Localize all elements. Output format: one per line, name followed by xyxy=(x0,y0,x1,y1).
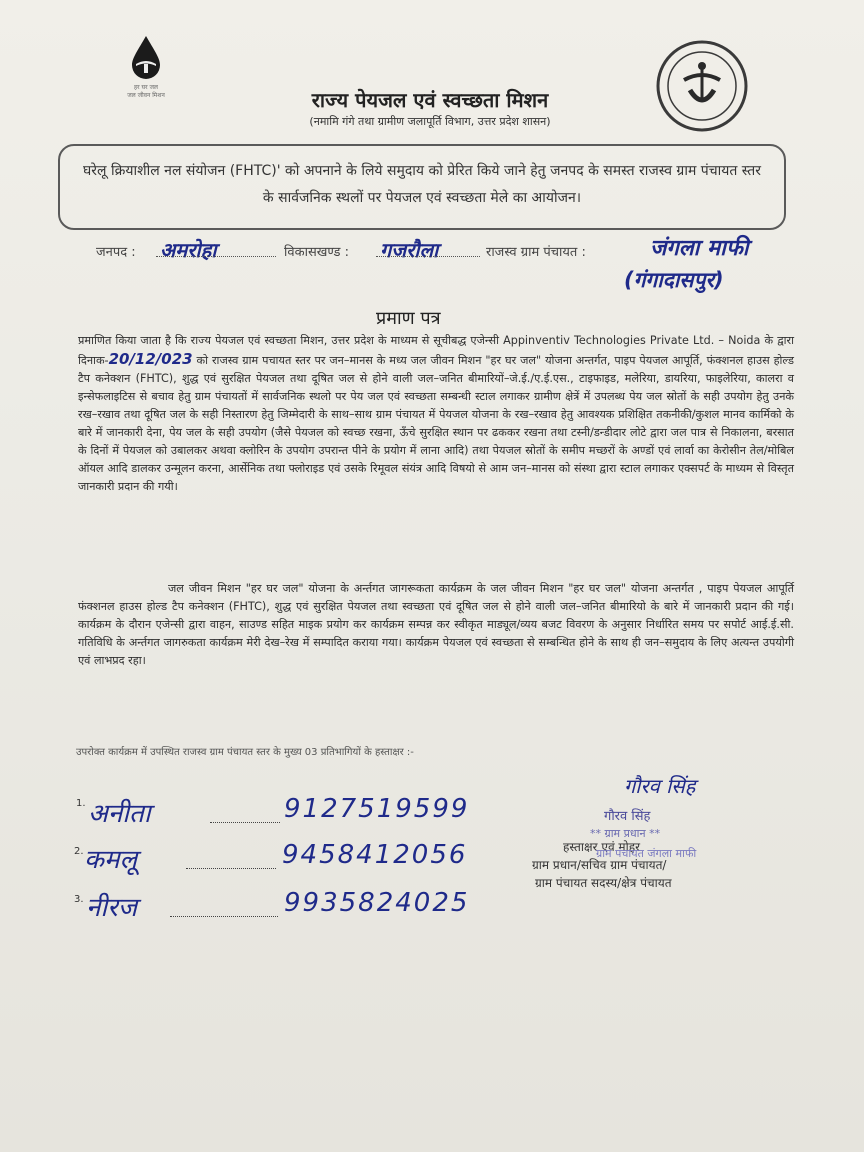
pradhan-name: गौरव सिंह xyxy=(604,809,651,824)
participant-name-3: नीरज xyxy=(86,893,138,923)
signatory-designation-1: ग्राम प्रधान/सचिव ग्राम पंचायत/ xyxy=(532,858,667,872)
signature-label: हस्ताक्षर एवं मोहर xyxy=(563,840,641,854)
participant-bullet-3: 3. xyxy=(74,894,84,905)
participant-line-1 xyxy=(210,822,280,823)
stamp-place: ग्राम पंचायत जंगला माफी xyxy=(596,847,697,860)
water-drop-icon xyxy=(128,34,164,80)
up-government-seal-icon xyxy=(656,40,748,132)
event-date: 20/12/023 xyxy=(108,350,193,368)
pradhan-signature: गौरव सिंह xyxy=(624,774,696,798)
janpad-value: अमरोहा xyxy=(160,238,217,262)
certificate-paragraph-1 xyxy=(78,332,794,496)
participant-phone-1: 9127519599 xyxy=(284,794,470,824)
vikaskhand-label: विकासखण्ड : xyxy=(284,245,350,260)
participant-name-1: अनीता xyxy=(88,799,151,829)
certificate-paragraph-2: जल जीवन मिशन "हर घर जल" योजना के अर्न्तगत जागरूकता कार्यक्रम के जल जीवन मिशन "हर घर जल" योजना अन्तर्गत , पाइप पेयजल आपूर्ति फंक्शनल हाउस होल्ड टैप कनेक्शन (FHTC), शुद्ध एवं सुरक्षित पेयजल तथा स्वच्छता एवं दूषित जल से होने वाली जल–जनित बीमारियो के बारे में जानकारी प्रदान की गई। कार्यक्रम के दौरान एजेन्सी द्वारा वाहन, साउण्ड सहित माइक प्रयोग कर कार्यक्रम सम्पन्न कर स्वीकृत माड्यूल/व्यय बजट विवरण के अनुसार निर्धारित समय पर सपोर्ट आई.ई.सी. गतिविधि के अर्न्तगत जागरुकता कार्यक्रम मेरी देख–रेख में सम्पादित कराया गया। कार्यक्रम पेयजल एवं स्वच्छता से सम्बन्धित होने के साथ ही जन–समुदाय के लिए अत्यन्त उपयोगी एवं लाभप्रद रहा। xyxy=(78,582,794,667)
paragraph-1-rest: को राजस्व ग्राम पचायत स्तर पर जन–मानस के मध्य जल जीवन मिशन "हर घर जल" योजना अन्तर्गत, पाइप पेयजल आपूर्ति, फंक्शनल हाउस होल्ड टैप कनेक्शन (FHTC), शुद्ध एवं सुरक्षित पेयजल तथा दूषित जल से होने वाली जल–जनित बीमारियों–जे.ई./ए.ई.एस., टाइफाइड, मलेरिया, डायरिया, फाइलेरिया, कालरा व इन्सेफलाइटिस से बचाव हेतु ग्राम पंचायतों में सार्वजनिक स्थलो पर पेय जल एवं स्वच्छता सम्बन्धी स्टाल लगाकर ग्रामीण क्षेत्रें में उपलब्ध पेय जल स्रोतों के सही उपयोग हेतु उनके रख–रखाव तथा दूषित जल के सही निस्तारण हेतु जिम्मेदारी के साथ–साथ ग्राम पंचायत में पेयजल योजना के रख–रखाव हेतु आवश्यक प्रशिक्षित तकनीकी/कुशल मानव कार्मिको के बारे में जानकारी देना, पेय जल के सही उपयोग (जैसे पेयजल को स्वच्छ रखना, ऊँचे सुरक्षित स्थान पर ढककर रखना तथा टस्नी/डन्डीदार लोटे द्वारा जल पात्र से निकालना, बरसात के दिनों में पेयजल को उबालकर अथवा क्लोरिन के उपयोग उपरान्त पीने के प्रयोग में लाना आदि) तथा पेयजल स्रोतों के समीप मच्छरों के अण्डों एवं लार्वा का केरोसीन तेल/मोबिल ऑयल आदि डालकर उन्मूलन करना, आर्सेनिक तथा फ्लोराइड एवं उसके रिमूवल संयंत्र आदि विषयो से आम जन–मानस को संस्था द्वारा स्टाल लगाकर एक्सपर्ट के माध्यम से विस्तृत जानकारी प्रदान की गयी। xyxy=(78,354,794,493)
signatory-designation-2: ग्राम पंचायत सदस्य/क्षेत्र पंचायत xyxy=(535,876,672,890)
paragraph-1-start: प्रमाणित किया जाता है कि राज्य पेयजल एवं स्वच्छता मिशन, उत्तर प्रदेश के माध्यम से सूचीबद्ध एजेन्सी Appinventiv Technologies Private Ltd. – Noida के द्वारा दिनाक- xyxy=(78,334,794,367)
participants-note: उपरोक्त कार्यक्रम में उपस्थित राजस्व ग्राम पंचायत स्तर के मुख्य 03 प्रतिभागियों के हस्ताक्षर :- xyxy=(76,747,414,758)
mission-title: राज्य पेयजल एवं स्वच्छता मिशन xyxy=(311,88,549,112)
gram-panchayat-value-2: (गंगादासपुर) xyxy=(624,268,724,292)
janpad-dotted-line xyxy=(156,256,276,257)
gram-panchayat-value: जंगला माफी xyxy=(650,236,749,261)
participant-bullet-1: 1. xyxy=(76,798,86,809)
participant-line-3 xyxy=(170,916,278,917)
participant-name-2: कमलू xyxy=(84,845,138,875)
participant-phone-3: 9935824025 xyxy=(284,888,470,918)
jal-jeevan-logo xyxy=(118,34,174,100)
event-banner: घरेलू क्रियाशील नल संयोजन (FHTC)' को अपनाने के लिये समुदाय को प्रेरित किये जाने हेतु जनपद के समस्त राजस्व ग्राम पंचायत स्तर के सार्वजनिक स्थलों पर पेयजल एवं स्वच्छता मेले का आयोजन। xyxy=(58,144,786,230)
participant-bullet-2: 2. xyxy=(74,846,84,857)
vikaskhand-dotted-line xyxy=(376,256,480,257)
certificate-title: प्रमाण पत्र xyxy=(376,308,441,329)
logo-caption: हर घर जल जल जीवन मिशन xyxy=(127,84,165,99)
janpad-label: जनपद : xyxy=(96,245,136,260)
stamp-title: ** ग्राम प्रधान ** xyxy=(590,827,661,840)
vikaskhand-value: गजरौला xyxy=(380,238,439,262)
participant-line-2 xyxy=(186,868,276,869)
gram-panchayat-label: राजस्व ग्राम पंचायत : xyxy=(486,245,586,260)
participant-phone-2: 9458412056 xyxy=(282,840,468,870)
department-subtitle: (नमामि गंगे तथा ग्रामीण जलापूर्ति विभाग, उत्तर प्रदेश शासन) xyxy=(309,115,551,128)
